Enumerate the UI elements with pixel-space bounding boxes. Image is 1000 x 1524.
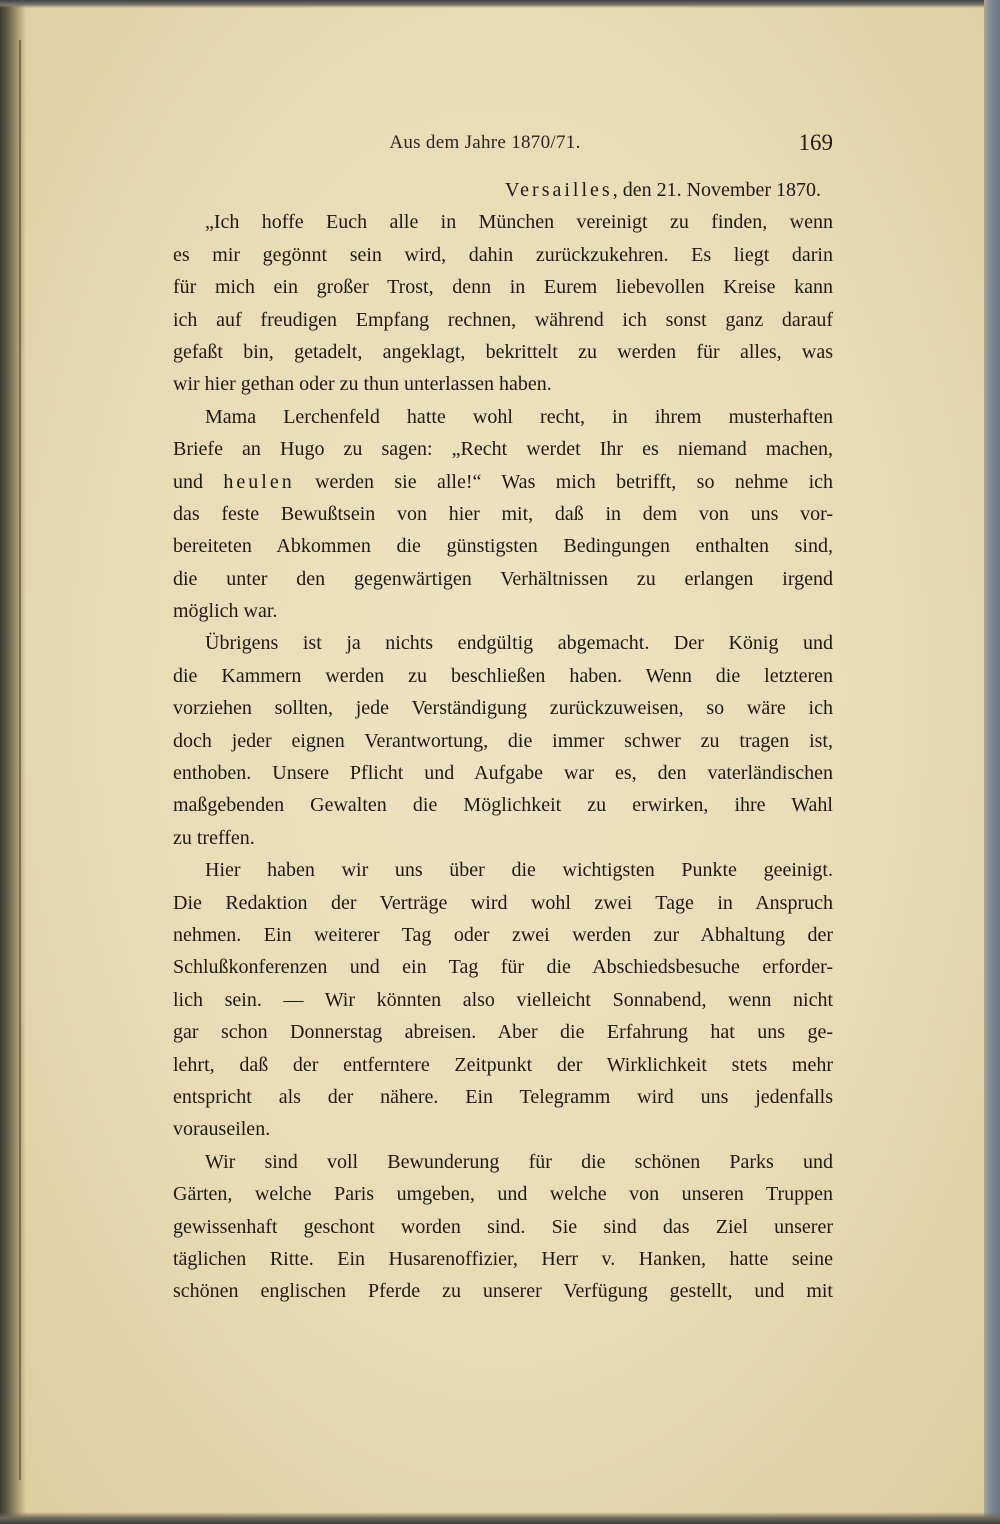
text-line: maßgebenden Gewalten die Möglichkeit zu erwirken, ihre Wahl: [173, 794, 833, 817]
text-line: Die Redaktion der Verträge wird wohl zwei Tage in Anspruch: [173, 891, 833, 914]
text-line: schönen englischen Pferde zu unserer Verfügung gestellt, und mit: [173, 1280, 833, 1303]
dateline-date: , den 21. November 1870.: [612, 179, 821, 201]
text-line: Briefe an Hugo zu sagen: „Recht werdet Ihr es niemand machen,: [173, 438, 833, 461]
text-line: nehmen. Ein weiterer Tag oder zwei werden zur Abhaltung der: [173, 923, 833, 946]
text-line: bereiteten Abkommen die günstigsten Bedingungen enthalten sind,: [173, 535, 833, 558]
text-line: vorauseilen.: [173, 1118, 271, 1141]
text-line: Gärten, welche Paris umgeben, und welche von unseren Truppen: [173, 1183, 833, 1206]
text-line: möglich war.: [173, 600, 278, 623]
top-edge: [0, 0, 1000, 8]
text-line: Mama Lerchenfeld hatte wohl recht, in ihrem musterhaften: [205, 405, 833, 428]
text-line: lich sein. — Wir könnten also vielleicht Sonnabend, wenn nicht: [173, 988, 833, 1011]
text-line: die unter den gegenwärtigen Verhältnissen zu erlangen irgend: [173, 567, 833, 590]
text-line: enthoben. Unsere Pflicht und Aufgabe war es, den vaterländischen: [173, 762, 833, 785]
text-fragment: und: [173, 470, 224, 493]
text-line: zu treffen.: [173, 826, 255, 849]
dateline-place: Versailles: [504, 179, 613, 201]
text-line: Schlußkonferenzen und ein Tag für die Abschiedsbesuche erforder-: [173, 956, 833, 979]
text-line: die Kammern werden zu beschließen haben. Wenn die letzteren: [173, 664, 833, 687]
bottom-edge: [0, 1512, 1000, 1524]
text-line: [173, 466, 833, 498]
emphasized-word: heulen: [223, 470, 295, 493]
dateline: [173, 174, 833, 206]
text-line: gewissenhaft geschont worden sind. Sie sind das Ziel unserer: [173, 1215, 833, 1238]
text-line: „Ich hoffe Euch alle in München vereinigt zu finden, wenn: [205, 211, 833, 234]
text-line: Hier haben wir uns über die wichtigsten Punkte geeinigt.: [205, 859, 833, 882]
text-line: lehrt, daß der entferntere Zeitpunkt der Wirklichkeit stets mehr: [173, 1053, 833, 1076]
text-line: vorziehen sollten, jede Verständigung zurückzuweisen, so wäre ich: [173, 697, 833, 720]
text-line: Übrigens ist ja nichts endgültig abgemacht. Der König und: [205, 632, 833, 655]
gutter-shadow: [0, 0, 26, 1524]
running-title: Aus dem Jahre 1870/71.: [389, 132, 581, 153]
text-line: täglichen Ritte. Ein Husarenoffizier, Herr v. Hanken, hatte seine: [173, 1247, 833, 1270]
gutter-fold-line: [19, 40, 21, 1480]
text-line: doch jeder eignen Verantwortung, die immer schwer zu tragen ist,: [173, 729, 833, 752]
text-line: gar schon Donnerstag abreisen. Aber die Erfahrung hat uns ge-: [173, 1021, 833, 1044]
text-line: gefaßt bin, getadelt, angeklagt, bekrittelt zu werden für alles, was: [173, 340, 833, 363]
text-fragment: werden sie alle!“ Was mich betrifft, so nehme ich: [294, 470, 833, 493]
text-line: für mich ein großer Trost, denn in Eurem liebevollen Kreise kann: [173, 276, 833, 299]
text-line: entspricht als der nähere. Ein Telegramm wird uns jedenfalls: [173, 1085, 833, 1108]
text-line: Wir sind voll Bewunderung für die schönen Parks und: [205, 1150, 833, 1173]
page-number: 169: [798, 130, 833, 155]
right-edge: [984, 0, 1000, 1524]
text-line: wir hier gethan oder zu thun unterlassen haben.: [173, 373, 552, 396]
text-line: ich auf freudigen Empfang rechnen, während ich sonst ganz darauf: [173, 308, 833, 331]
text-line: es mir gegönnt sein wird, dahin zurückzukehren. Es liegt darin: [173, 243, 833, 266]
text-line: das feste Bewußtsein von hier mit, daß in dem von uns vor-: [173, 502, 833, 525]
letter-body: [173, 174, 833, 1308]
